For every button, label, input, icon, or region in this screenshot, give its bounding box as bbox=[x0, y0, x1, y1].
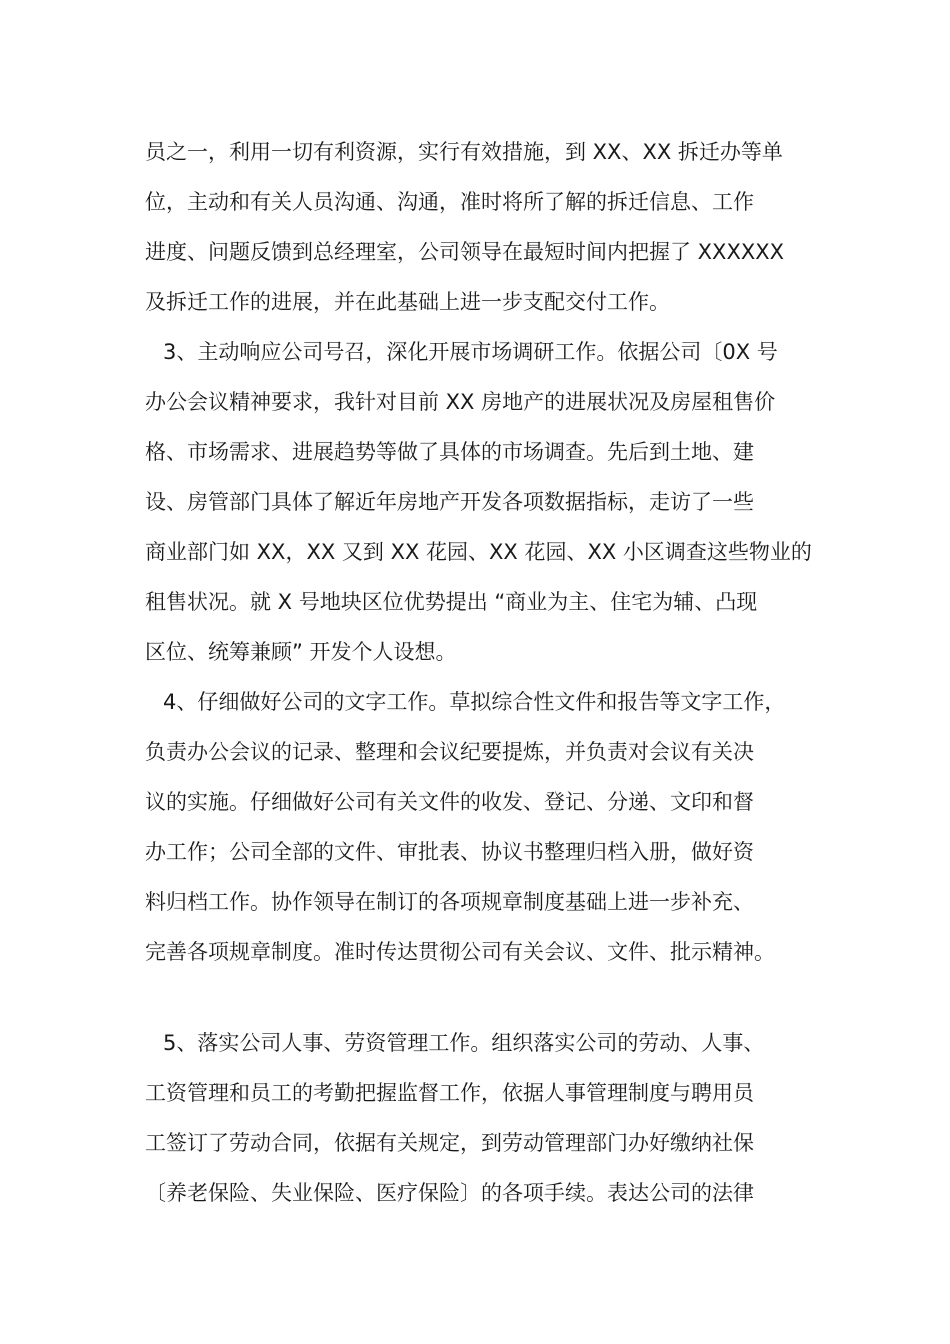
text-line: 完善各项规章制度。准时传达贯彻公司有关会议、文件、批示精神。 bbox=[145, 940, 775, 964]
text-line: 及拆迁工作的进展，并在此基础上进一步支配交付工作。 bbox=[145, 290, 670, 314]
paragraph-5-first-line: 5、落实公司人事、劳资管理工作。组织落实公司的劳动、人事、 bbox=[163, 1031, 765, 1055]
text-line: 租售状况。就 X 号地块区位优势提出 “商业为主、住宅为辅、凸现 bbox=[145, 590, 758, 614]
text-line: 进度、问题反馈到总经理室，公司领导在最短时间内把握了 XXXXXX bbox=[145, 240, 784, 264]
text-line: 工签订了劳动合同，依据有关规定，到劳动管理部门办好缴纳社保 bbox=[145, 1131, 754, 1155]
text-line: 负责办公会议的记录、整理和会议纪要提炼，并负责对会议有关决 bbox=[145, 740, 754, 764]
text-line: 设、房管部门具体了解近年房地产开发各项数据指标，走访了一些 bbox=[145, 490, 754, 514]
text-line: 办工作；公司全部的文件、审批表、协议书整理归档入册，做好资 bbox=[145, 840, 754, 864]
text-line: 商业部门如 XX，XX 又到 XX 花园、XX 花园、XX 小区调查这些物业的 bbox=[145, 540, 812, 564]
text-line: 格、市场需求、进展趋势等做了具体的市场调查。先后到土地、建 bbox=[145, 440, 754, 464]
paragraph-3-first-line: 3、主动响应公司号召，深化开展市场调研工作。依据公司〔0X 号 bbox=[163, 340, 778, 364]
text-line: 议的实施。仔细做好公司有关文件的收发、登记、分递、文印和督 bbox=[145, 790, 754, 814]
text-line: 位，主动和有关人员沟通、沟通，准时将所了解的拆迁信息、工作 bbox=[145, 190, 754, 214]
text-line: 工资管理和员工的考勤把握监督工作，依据人事管理制度与聘用员 bbox=[145, 1081, 754, 1105]
text-line: 料归档工作。协作领导在制订的各项规章制度基础上进一步补充、 bbox=[145, 890, 754, 914]
paragraph-4-first-line: 4、仔细做好公司的文字工作。草拟综合性文件和报告等文字工作， bbox=[163, 690, 786, 714]
text-line: 办公会议精神要求，我针对目前 XX 房地产的进展状况及房屋租售价 bbox=[145, 390, 776, 414]
text-line: 〔养老保险、失业保险、医疗保险〕的各项手续。表达公司的法律 bbox=[145, 1181, 754, 1205]
text-line: 员之一，利用一切有利资源，实行有效措施，到 XX、XX 拆迁办等单 bbox=[145, 140, 783, 164]
text-line: 区位、统筹兼顾” 开发个人设想。 bbox=[145, 640, 457, 664]
